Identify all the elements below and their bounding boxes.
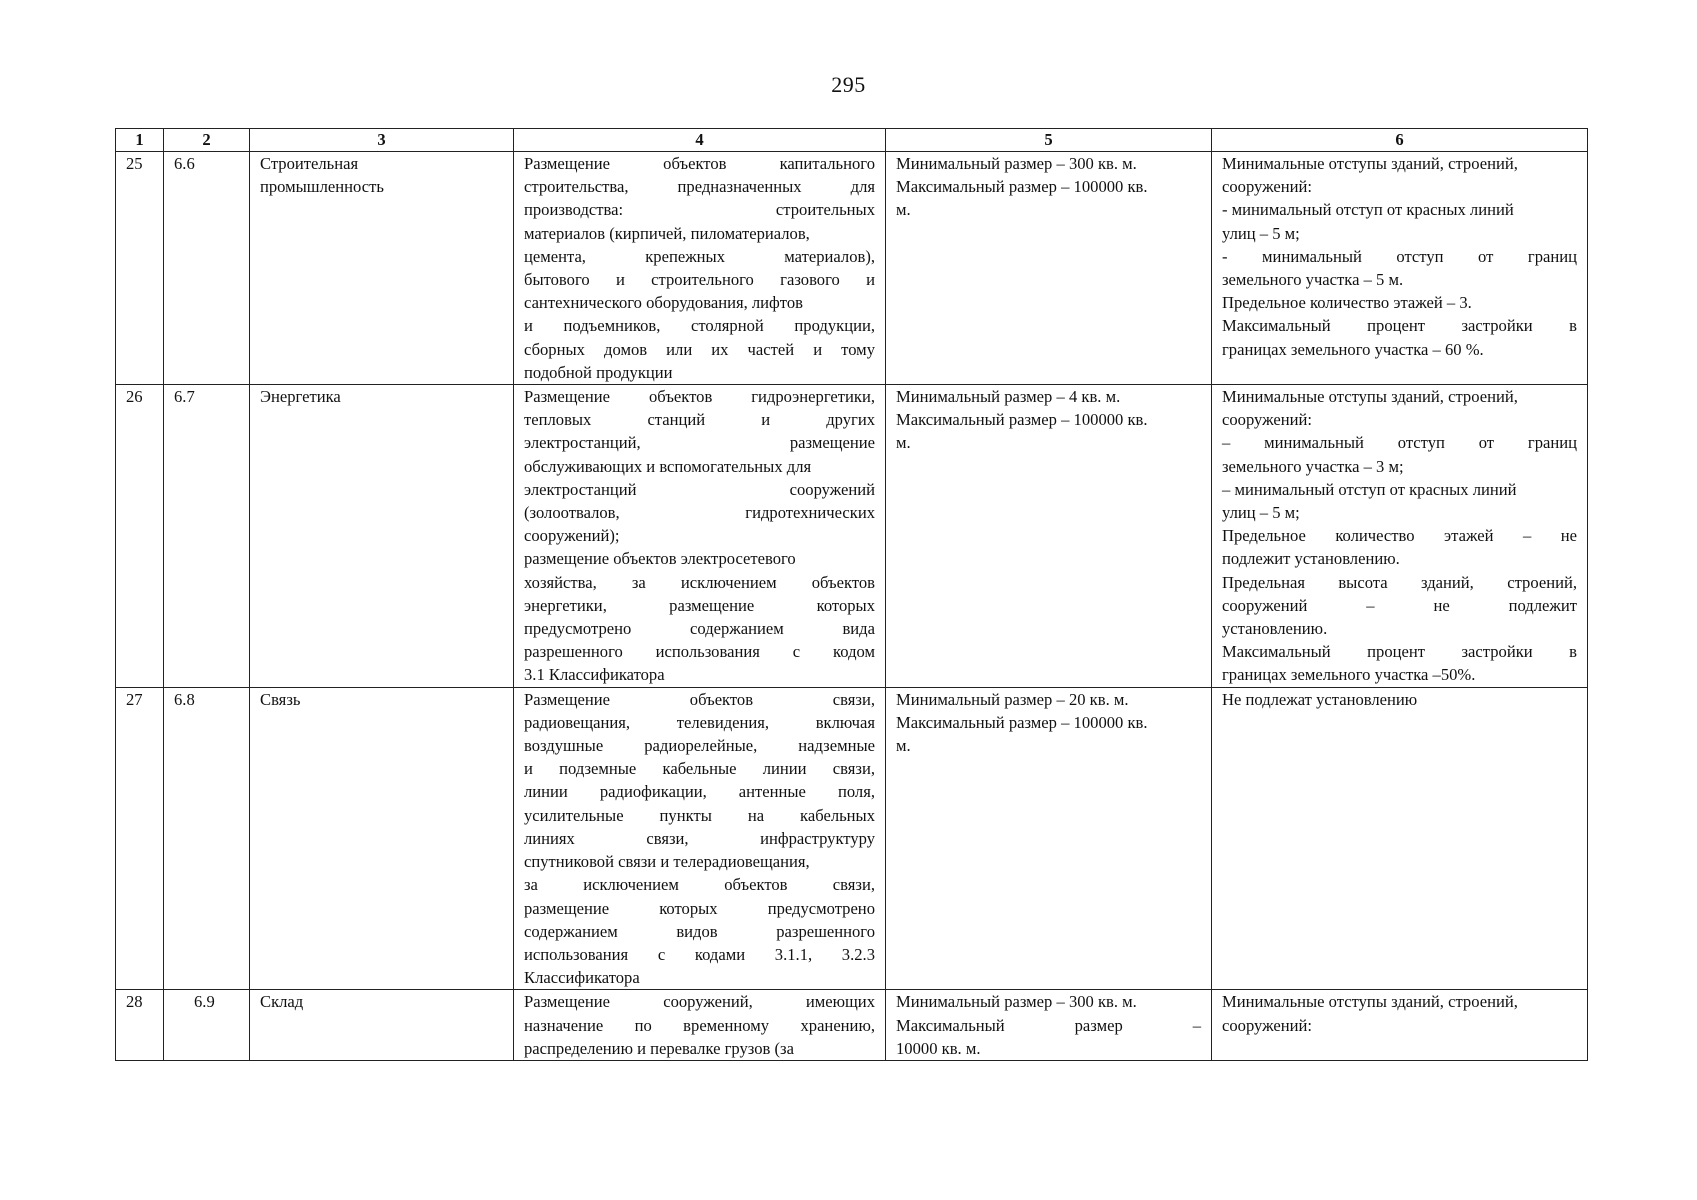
use-description-line: (золоотвалов, гидротехнических — [524, 503, 875, 523]
use-type-name-line: промышленность — [260, 177, 384, 197]
use-description-line: цемента, крепежных материалов), — [524, 246, 875, 266]
use-type-name-cell — [250, 385, 514, 688]
use-description-cell — [514, 687, 886, 990]
use-description-line: подобной продукции — [524, 362, 673, 382]
building-parameters-line: подлежит установлению. — [1222, 549, 1400, 569]
use-description-line: электростанций сооружений — [524, 479, 875, 499]
building-parameters-line: Предельное количество этажей – 3. — [1222, 293, 1472, 313]
building-parameters-line: Минимальные отступы зданий, строений, — [1222, 992, 1518, 1012]
row-number-cell: 27 — [116, 687, 164, 990]
use-type-name-cell — [250, 990, 514, 1061]
use-description-cell — [514, 385, 886, 688]
building-parameters-line: сооружений: — [1222, 177, 1312, 197]
building-parameters-line: Не подлежат установлению — [1222, 689, 1418, 709]
use-description-line: радиовещания, телевидения, включая — [524, 712, 875, 732]
use-description-line: тепловых станций и других — [524, 410, 875, 430]
use-description-line: предусмотрено содержанием вида — [524, 619, 875, 639]
plot-size-cell — [886, 385, 1212, 688]
plot-size-line: Минимальный размер – 4 кв. м. — [896, 387, 1121, 407]
plot-size-cell — [886, 990, 1212, 1061]
plot-size-line: м. — [896, 736, 911, 756]
use-description-line: сооружений); — [524, 526, 620, 546]
building-parameters-line: - минимальный отступ от границ — [1222, 246, 1577, 266]
plot-size-cell — [886, 152, 1212, 385]
building-parameters-cell — [1212, 687, 1588, 990]
building-parameters-line: Минимальные отступы зданий, строений, — [1222, 387, 1518, 407]
plot-size-line: Минимальный размер – 20 кв. м. — [896, 689, 1129, 709]
plot-size-line: м. — [896, 200, 911, 220]
column-header-6: 6 — [1212, 129, 1588, 152]
building-parameters-line: - минимальный отступ от красных линий — [1222, 200, 1514, 220]
building-parameters-line: сооружений – не подлежит — [1222, 595, 1577, 615]
plot-size-line: Максимальный размер – 100000 кв. — [896, 177, 1148, 197]
use-description-line: 3.1 Классификатора — [524, 665, 665, 685]
row-number-cell: 25 — [116, 152, 164, 385]
use-description-line: и подземные кабельные линии связи, — [524, 759, 875, 779]
use-description-line: хозяйства, за исключением объектов — [524, 572, 875, 592]
plot-size-cell — [886, 687, 1212, 990]
building-parameters-line: Максимальный процент застройки в — [1222, 316, 1577, 336]
use-description-line: Размещение объектов гидроэнергетики, — [524, 387, 875, 407]
use-description-line: усилительные пункты на кабельных — [524, 805, 875, 825]
table-row — [116, 687, 1588, 990]
use-description-cell — [514, 152, 886, 385]
use-description-line: Размещение объектов капитального — [524, 154, 875, 173]
building-parameters-line: улиц – 5 м; — [1222, 503, 1300, 523]
building-parameters-line: Минимальные отступы зданий, строений, — [1222, 154, 1518, 173]
use-description-line: за исключением объектов связи, — [524, 875, 875, 895]
plot-size-line: Минимальный размер – 300 кв. м. — [896, 992, 1137, 1012]
building-parameters-line: – минимальный отступ от красных линий — [1222, 479, 1517, 499]
plot-size-line: Максимальный размер – 100000 кв. — [896, 410, 1148, 430]
classifier-code-cell: 6.7 — [164, 385, 250, 688]
building-parameters-cell — [1212, 385, 1588, 688]
row-number-cell: 28 — [116, 990, 164, 1061]
plot-size-line: Минимальный размер – 300 кв. м. — [896, 154, 1137, 173]
use-description-line: и подъемников, столярной продукции, — [524, 316, 875, 336]
plot-size-line: 10000 кв. м. — [896, 1038, 981, 1058]
use-description-line: Классификатора — [524, 968, 640, 988]
use-description-line: бытового и строительного газового и — [524, 270, 875, 290]
column-header-5: 5 — [886, 129, 1212, 152]
use-description-line: Размещение объектов связи, — [524, 689, 875, 709]
use-description-line: линиях связи, инфраструктуру — [524, 828, 875, 848]
table-row — [116, 152, 1588, 385]
column-header-2: 2 — [164, 129, 250, 152]
use-description-line: размещение которых предусмотрено — [524, 898, 875, 918]
use-type-name-cell — [250, 152, 514, 385]
use-description-line: Размещение сооружений, имеющих — [524, 992, 875, 1012]
use-description-line: содержанием видов разрешенного — [524, 921, 875, 941]
classifier-code-cell: 6.8 — [164, 687, 250, 990]
use-description-line: назначение по временному хранению, — [524, 1015, 875, 1035]
use-description-line: производства: строительных — [524, 200, 875, 220]
use-description-line: сборных домов или их частей и тому — [524, 339, 875, 359]
use-type-name-line: Энергетика — [260, 387, 341, 407]
building-parameters-line: земельного участка – 3 м; — [1222, 456, 1404, 476]
use-description-line: линии радиофикации, антенные поля, — [524, 782, 875, 802]
use-description-line: воздушные радиорелейные, надземные — [524, 736, 875, 756]
use-description-line: сантехнического оборудования, лифтов — [524, 293, 803, 313]
table-header-row — [116, 129, 1588, 152]
building-parameters-line: установлению. — [1222, 619, 1328, 639]
building-parameters-line: улиц – 5 м; — [1222, 223, 1300, 243]
use-description-line: спутниковой связи и телерадиовещания, — [524, 852, 810, 872]
building-parameters-line: Предельное количество этажей – не — [1222, 526, 1577, 546]
plot-size-line: Максимальный размер – 100000 кв. — [896, 712, 1148, 732]
use-description-line: обслуживающих и вспомогательных для — [524, 456, 812, 476]
use-type-name-line: Строительная — [260, 154, 359, 173]
use-description-line: распределению и перевалке грузов (за — [524, 1038, 794, 1058]
building-parameters-line: земельного участка – 5 м. — [1222, 270, 1404, 290]
building-parameters-line: границах земельного участка – 60 %. — [1222, 339, 1484, 359]
plot-size-line: Максимальный размер – — [896, 1015, 1201, 1035]
building-parameters-line: сооружений: — [1222, 1015, 1312, 1035]
building-parameters-line: – минимальный отступ от границ — [1222, 433, 1577, 453]
use-type-name-cell — [250, 687, 514, 990]
use-description-line: электростанций, размещение — [524, 433, 875, 453]
building-parameters-line: Предельная высота зданий, строений, — [1222, 572, 1577, 592]
column-header-4: 4 — [514, 129, 886, 152]
use-type-name-line: Связь — [260, 689, 301, 709]
use-description-line: материалов (кирпичей, пиломатериалов, — [524, 223, 810, 243]
building-parameters-cell — [1212, 990, 1588, 1061]
building-parameters-line: Максимальный процент застройки в — [1222, 642, 1577, 662]
classifier-code-cell: 6.9 — [164, 990, 250, 1061]
plot-size-line: м. — [896, 433, 911, 453]
use-type-name-line: Склад — [260, 992, 304, 1012]
use-description-line: разрешенного использования с кодом — [524, 642, 875, 662]
land-use-regulations-table — [115, 128, 1588, 1061]
building-parameters-line: сооружений: — [1222, 410, 1312, 430]
page-number: 295 — [831, 72, 866, 97]
use-description-line: энергетики, размещение которых — [524, 595, 875, 615]
row-number-cell: 26 — [116, 385, 164, 688]
use-description-cell — [514, 990, 886, 1061]
column-header-1: 1 — [116, 129, 164, 152]
building-parameters-cell — [1212, 152, 1588, 385]
classifier-code-cell: 6.6 — [164, 152, 250, 385]
use-description-line: строительства, предназначенных для — [524, 177, 875, 197]
building-parameters-line: границах земельного участка –50%. — [1222, 665, 1476, 685]
table-body — [116, 152, 1588, 1061]
use-description-line: использования с кодами 3.1.1, 3.2.3 — [524, 944, 875, 964]
table-row — [116, 990, 1588, 1061]
table-row — [116, 385, 1588, 688]
use-description-line: размещение объектов электросетевого — [524, 549, 796, 569]
column-header-3: 3 — [250, 129, 514, 152]
